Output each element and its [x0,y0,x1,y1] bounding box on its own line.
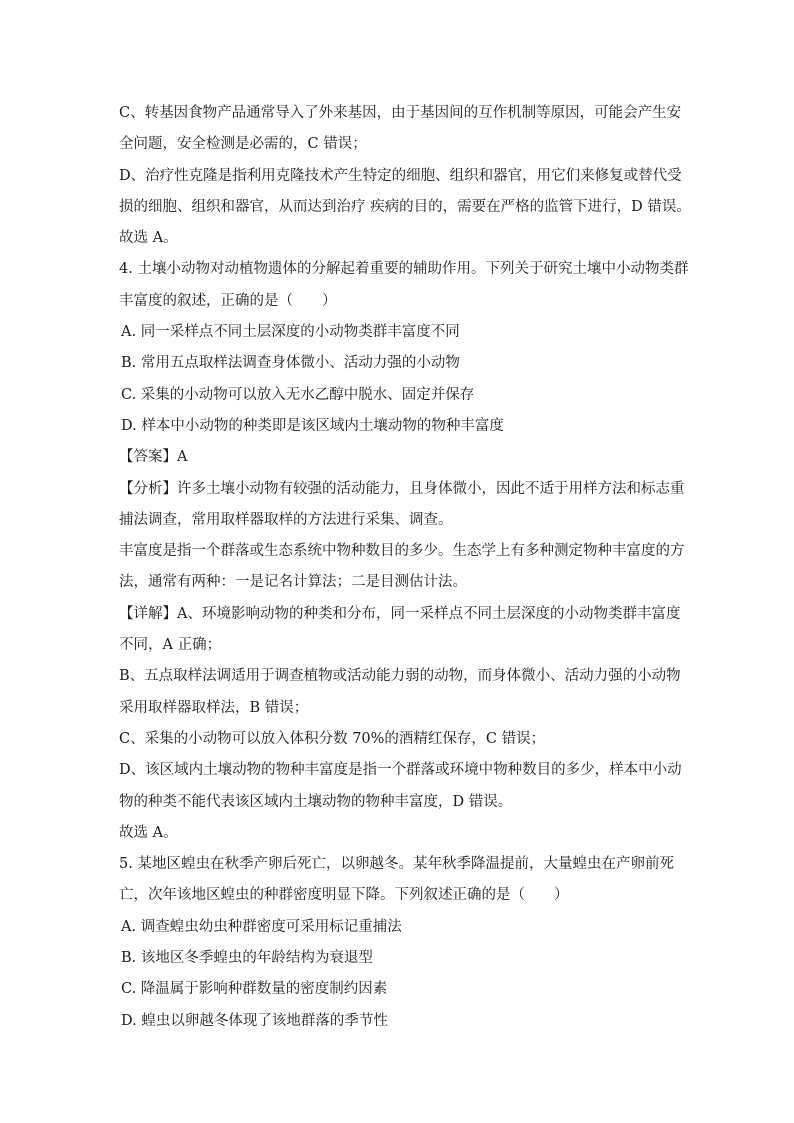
option-d: D. 蝗虫以卵越冬体现了该地群落的季节性 [121,1012,388,1029]
option-c: C. 降温属于影响种群数量的密度制约因素 [121,981,388,998]
detail-text: 物的种类不能代表该区域内土壤动物的物种丰富度，D 错误。 [119,793,513,810]
detail-text: 采用取样器取样法，B 错误； [119,699,309,716]
option-b: B. 常用五点取样法调查身体微小、活动力强的小动物 [121,355,460,372]
text-line: 全问题，安全检测是必需的，C 错误； [119,136,367,153]
option-a: A. 同一采样点不同土层深度的小动物类群丰富度不同 [121,324,460,341]
detail-text: D、该区域内土壤动物的物种丰富度是指一个群落或环境中物种数目的多少，样本中小动 [119,762,682,779]
detail-text: 故选 A。 [119,824,178,841]
option-c: C. 采集的小动物可以放入无水乙醇中脱水、固定并保存 [121,386,475,403]
analysis-text: 法，通常有两种：一是记名计算法；二是目测估计法。 [119,574,467,591]
analysis-text: 【分析】许多土壤小动物有较强的活动能力，且身体微小，因此不适于用样方法和标志重 [119,480,685,497]
detail-text: 不同，A 正确； [119,637,222,654]
question-stem: 4. 土壤小动物对动植物遗体的分解起着重要的辅助作用。下列关于研究土壤中小动物类群 [119,261,689,278]
detail-text: B、五点取样法调适用于调查植物或活动能力弱的动物，而身体微小、活动力强的小动物 [119,668,681,685]
analysis-text: 丰富度是指一个群落或生态系统中物种数目的多少。生态学上有多种测定物种丰富度的方 [119,543,685,560]
answer-label: 【答案】A [119,449,188,466]
question-stem: 丰富度的叙述，正确的是（ ） [119,292,337,309]
option-b: B. 该地区冬季蝗虫的年龄结构为衰退型 [121,950,373,967]
question-stem: 亡，次年该地区蝗虫的种群密度明显下降。下列叙述正确的是（ ） [119,887,569,904]
text-line: D、治疗性克隆是指利用克隆技术产生特定的细胞、组织和器官，用它们来修复或替代受 [119,167,682,184]
text-line: C、转基因食物产品通常导入了外来基因，由于基因间的互作机制等原因，可能会产生安 [119,105,682,121]
detail-text: C、采集的小动物可以放入体积分数 70%的酒精红保存，C 错误； [119,730,546,747]
text-line: 损的细胞、组织和器官，从而达到治疗 疾病的目的，需要在严格的监管下进行，D 错误。 [119,198,691,215]
option-a: A. 调查蝗虫幼虫种群密度可采用标记重捕法 [121,918,402,935]
detail-text: 【详解】A、环境影响动物的种类和分布，同一采样点不同土层深度的小动物类群丰富度 [119,605,681,622]
text-line: 故选 A。 [119,230,178,247]
option-d: D. 样本中小动物的种类即是该区域内土壤动物的物种丰富度 [121,417,504,434]
question-stem: 5. 某地区蝗虫在秋季产卵后死亡，以卵越冬。某年秋季降温提前，大量蝗虫在产卵前死 [119,856,674,873]
document-body [119,98,691,1037]
analysis-text: 捕法调查，常用取样器取样的方法进行采集、调查。 [119,511,453,528]
